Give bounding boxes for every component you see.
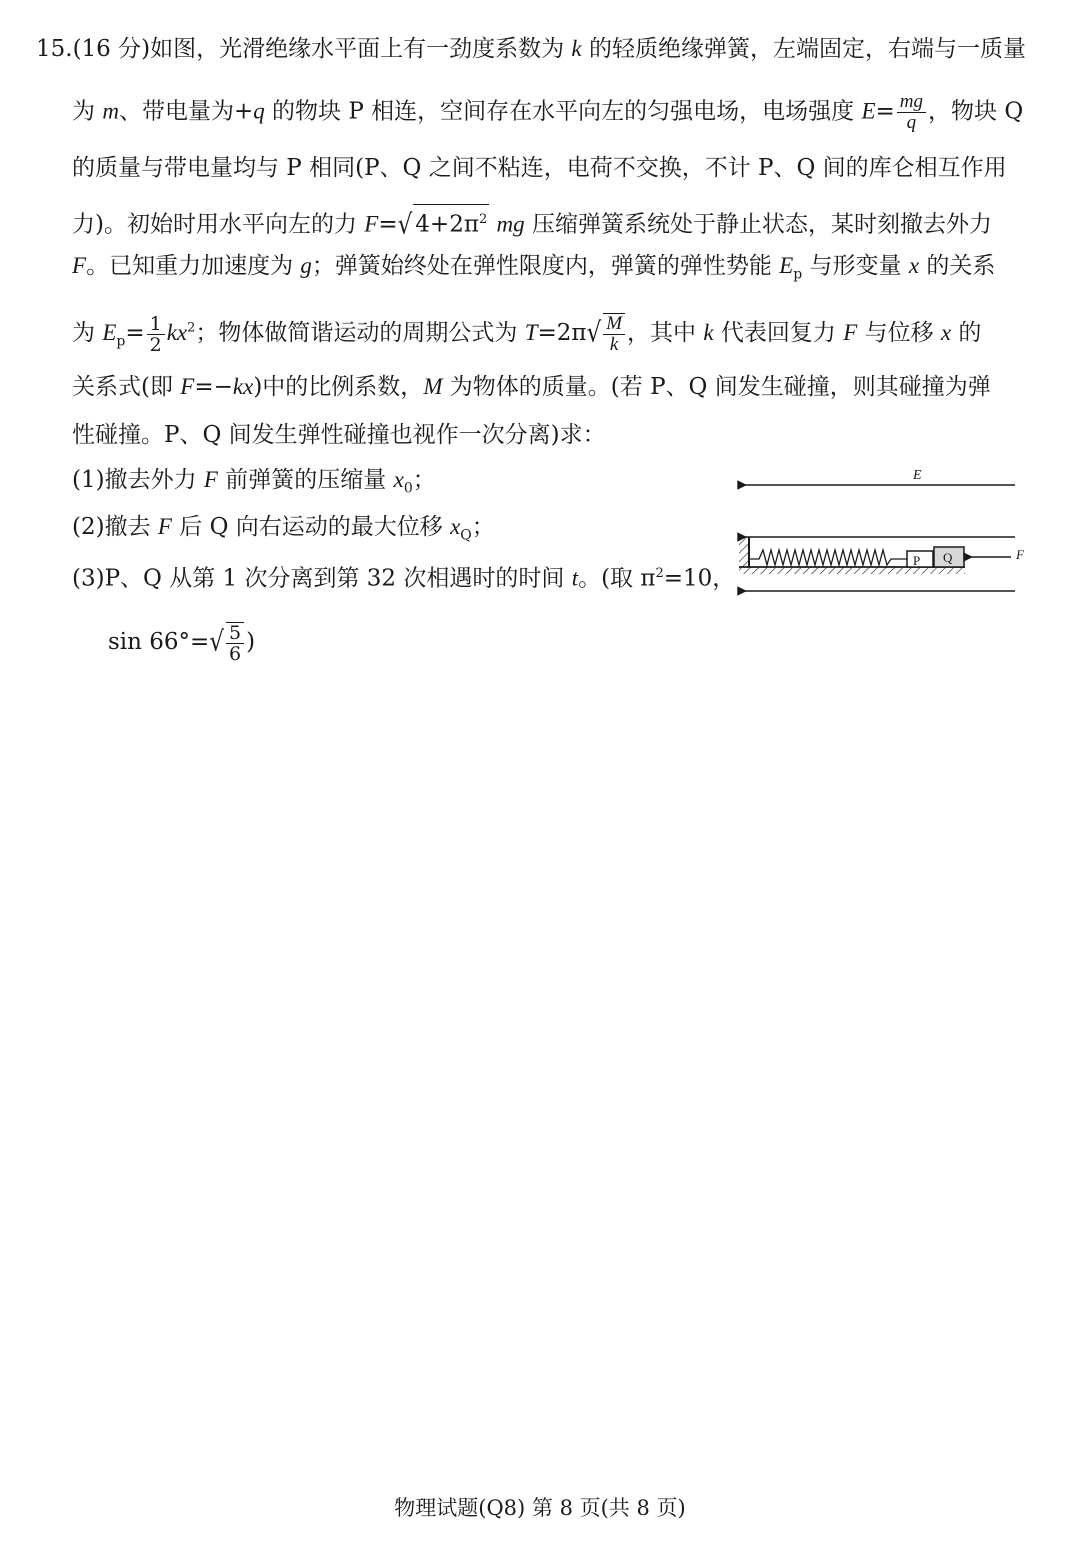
question-3: (3)P、Q 从第 1 次分离到第 32 次相遇时的时间 t。(取 $\pi^2=10$， [72,565,736,592]
floor-hatching [739,567,965,574]
problem-points: (16 分) [72,36,151,62]
spring-block-figure [735,455,1035,605]
problem-line-4: 力)。初始时用水平向左的力 F=√ $4+2\pi^2$ mg 压缩弹簧系统处于静止状态，某时刻撤去外力 [72,204,1032,240]
field-label: E [913,468,922,483]
problem-line-1: 15.(16 分)如图，光滑绝缘水平面上有一劲度系数为 k 的轻质绝缘弹簧，左端固定，右端与一质量 [36,36,1026,62]
problem-line-5: F。已知重力加速度为 g；弹簧始终处在弹性限度内，弹簧的弹性势能 $E_p$ 与形变量 x 的关系 [72,253,996,283]
block-q-label: Q [943,550,953,565]
problem-line-7: 关系式(即 F=−kx)中的比例系数，M 为物体的质量。(若 P、Q 间发生碰撞，则其碰撞为弹 [72,374,991,400]
spring [749,550,907,565]
problem-line-6: 为 $E_p=$ $\frac{1}{2}$ $kx^2$；物体做简谐运动的周期公式为 T=2π√ $\frac{M}{k}$ ，其中 k 代表回复力 F 与位移 x 的 [72,312,982,356]
question-1: (1)撤去外力 F 前弹簧的压缩量 $x_0$； [72,467,436,497]
problem-line-2: 为 m、带电量为+q 的物块 P 相连，空间存在水平向左的匀强电场，电场强度 E= $\frac{mg}{q}$ ，物块 Q [72,91,1024,133]
question-2: (2)撤去 F 后 Q 向右运动的最大位移 $x_Q$； [72,514,495,544]
field-fraction: $\frac{mg}{q}$ [897,92,926,133]
problem-line-3: 的质量与带电量均与 P 相同(P、Q 之间不粘连，电荷不交换，不计 P、Q 间的库仑相互作用 [72,155,1007,181]
question-3-continued: sin 66°=√ $\frac{5}{6}$ ) [108,622,256,665]
force-label: F [1016,547,1024,562]
problem-number: 15. [36,36,73,62]
block-p-label: P [913,553,921,568]
wall-hatching [739,537,749,567]
problem-line-8: 性碰撞。P、Q 间发生弹性碰撞也视作一次分离)求： [72,422,606,448]
page-footer: 物理试题(Q8) 第 8 页(共 8 页) [394,1496,686,1520]
